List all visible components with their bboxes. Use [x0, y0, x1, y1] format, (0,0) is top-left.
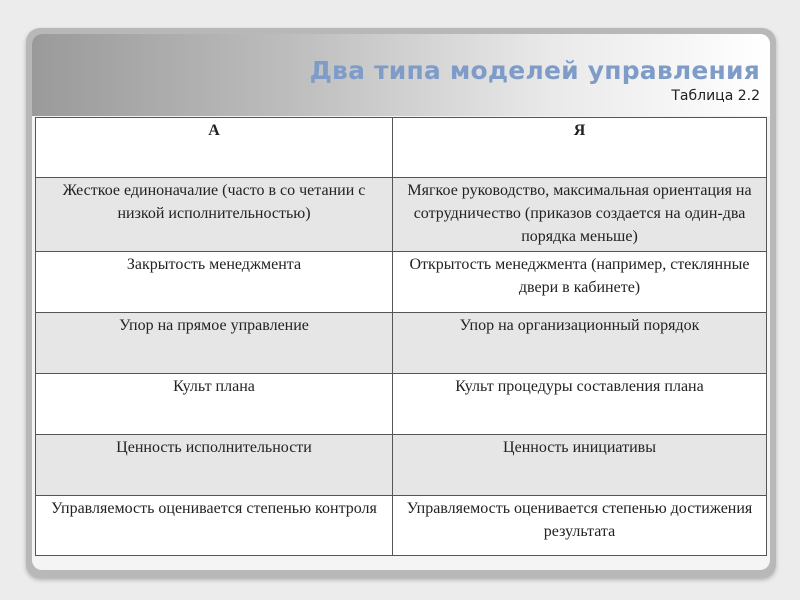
table-row — [36, 178, 767, 252]
table-caption: Таблица 2.2 — [671, 88, 760, 104]
table-row — [36, 252, 767, 313]
table-cell: Культ плана — [36, 374, 393, 435]
table-cell: Закрытость менеджмента — [36, 252, 393, 313]
table-row — [36, 496, 767, 556]
table-row — [36, 435, 767, 496]
table-cell: Открытость менеджмента (например, стеклянные двери в кабинете) — [393, 252, 767, 313]
slide — [32, 34, 770, 570]
table-row — [36, 313, 767, 374]
table-cell: Упор на организационный порядок — [393, 313, 767, 374]
table-cell: Жесткое единоначалие (часто в со четании с низкой исполнительностью) — [36, 178, 393, 252]
table-row — [36, 374, 767, 435]
slide-title: Два типа моделей управления — [309, 56, 760, 85]
models-table — [35, 117, 767, 556]
table-cell: Ценность исполнительности — [36, 435, 393, 496]
header-band — [32, 34, 770, 116]
table-cell: Ценность инициативы — [393, 435, 767, 496]
table-cell: Культ процедуры составления плана — [393, 374, 767, 435]
table-cell: Управляемость оценивается степенью контроля — [36, 496, 393, 556]
column-header-a: А — [36, 118, 393, 178]
table-cell: Управляемость оценивается степенью достижения результата — [393, 496, 767, 556]
column-header-ya: Я — [393, 118, 767, 178]
table-cell: Упор на прямое управление — [36, 313, 393, 374]
table-cell: Мягкое руководство, максимальная ориентация на сотрудничество (приказов создается на один-два порядка меньше) — [393, 178, 767, 252]
table-header-row — [36, 118, 767, 178]
